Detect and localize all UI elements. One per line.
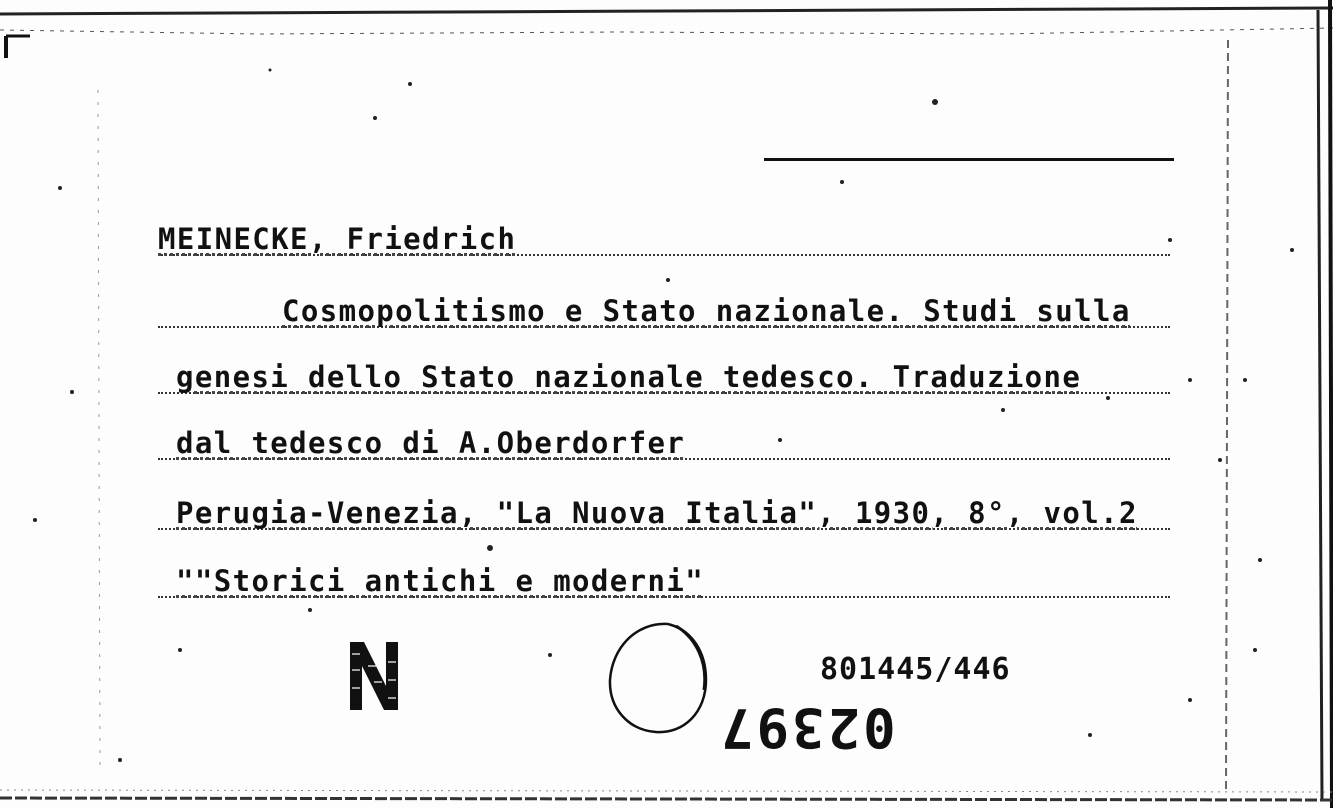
- translator-row: [158, 414, 1170, 460]
- author-row: [158, 210, 1170, 256]
- shelfmark: 801445/446: [820, 652, 1011, 687]
- imprint-row: [158, 484, 1170, 530]
- imprint-line: Perugia-Venezia, "La Nuova Italia", 1930, 8°, vol.2: [176, 496, 1138, 530]
- stamp-n-mark: [348, 640, 400, 712]
- title-rule: [764, 158, 1174, 161]
- drawn-circle: [606, 620, 712, 738]
- series-row: [158, 552, 1170, 598]
- inventory-number: 02397: [718, 696, 896, 759]
- translator-line: dal tedesco di A.Oberdorfer: [176, 426, 686, 460]
- title-line-1: Cosmopolitismo e Stato nazionale. Studi sulla: [282, 294, 1131, 328]
- title-row-1: [158, 282, 1170, 328]
- series-line: ""Storici antichi e moderni": [176, 564, 705, 598]
- author-name: MEINECKE, Friedrich: [158, 222, 517, 256]
- title-line-2: genesi dello Stato nazionale tedesco. Traduzione: [176, 360, 1082, 394]
- title-row-2: [158, 348, 1170, 394]
